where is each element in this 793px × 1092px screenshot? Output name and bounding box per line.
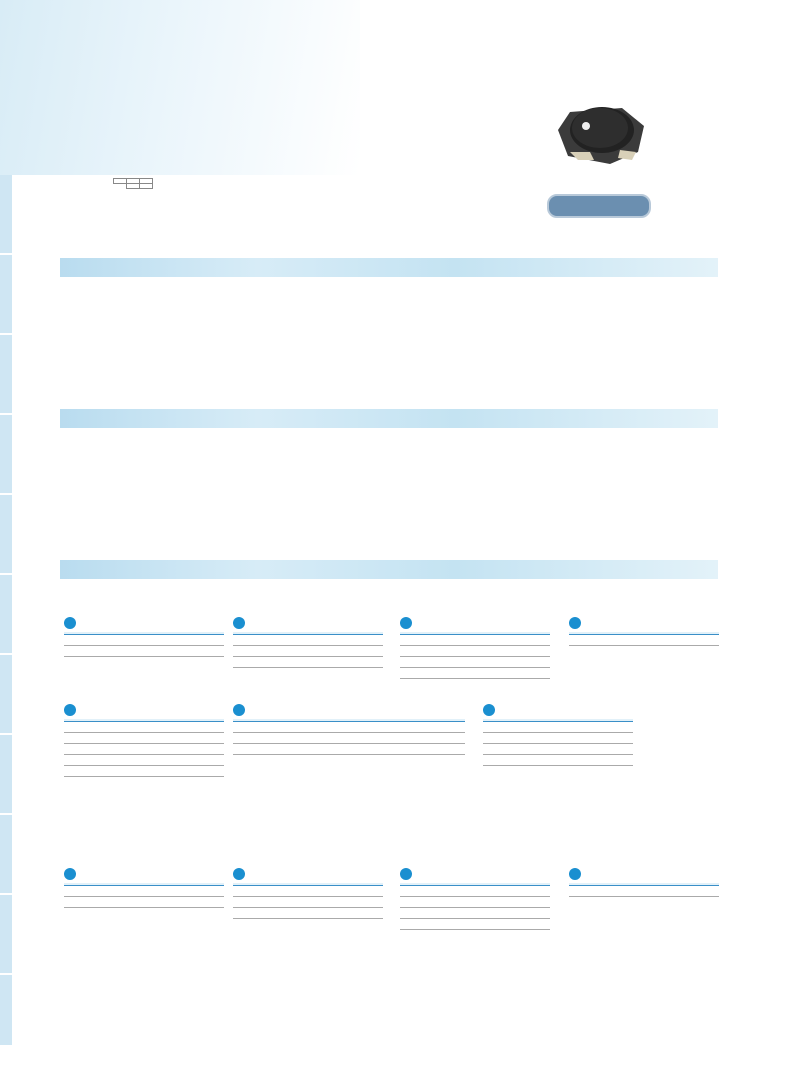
code-block-7 (569, 868, 719, 899)
table-cell (446, 668, 550, 679)
ordering-bar (60, 560, 718, 579)
table-row (64, 635, 224, 646)
table-row (64, 886, 224, 897)
table-row (64, 897, 224, 908)
table-cell (233, 657, 279, 668)
code-block-6 (483, 704, 633, 766)
table-row (400, 919, 550, 930)
block-table (400, 635, 550, 679)
table-cell (569, 886, 625, 897)
side-strip (0, 175, 12, 1045)
table-cell (233, 908, 279, 919)
table-cell (64, 755, 110, 766)
table-cell (388, 744, 427, 755)
table-cell (233, 635, 279, 646)
table-cell (446, 657, 550, 668)
optemp-empty (114, 184, 127, 189)
table-cell (483, 755, 529, 766)
table-row (400, 657, 550, 668)
table-cell (110, 744, 224, 755)
code-block-2 (64, 704, 224, 777)
table-cell (529, 722, 633, 733)
table-row (400, 908, 550, 919)
table-cell (310, 733, 349, 744)
table-cell (483, 733, 529, 744)
block-number (569, 617, 581, 629)
table-cell (569, 635, 625, 646)
table-row (400, 886, 550, 897)
block-table (233, 635, 383, 668)
table-row (233, 908, 383, 919)
table-row (569, 886, 719, 897)
table-row (400, 646, 550, 657)
table-row (233, 897, 383, 908)
table-cell (64, 733, 110, 744)
table-row (64, 646, 224, 657)
block-table (233, 886, 383, 919)
table-row (483, 733, 633, 744)
table-row (233, 657, 383, 668)
table-header (426, 722, 465, 733)
code-block-3 (233, 617, 383, 670)
optemp-range-2 (140, 184, 153, 189)
table-cell (446, 886, 550, 897)
table-cell (279, 635, 383, 646)
code-block-5 (400, 617, 550, 681)
block-number (64, 617, 76, 629)
table-cell (310, 744, 349, 755)
table-row (569, 635, 719, 646)
table-cell (64, 897, 110, 908)
table-header (233, 722, 272, 733)
table-cell (110, 646, 224, 657)
table-cell (233, 886, 279, 897)
block-table (483, 722, 633, 766)
optemp-note-2 (153, 184, 166, 189)
block-number (64, 868, 76, 880)
table-cell (529, 755, 633, 766)
table-cell (400, 897, 446, 908)
table-cell (64, 646, 110, 657)
table-cell (233, 646, 279, 657)
table-cell (446, 635, 550, 646)
operating-temp-table (113, 178, 165, 189)
block-number (400, 617, 412, 629)
table-row (483, 744, 633, 755)
block-number (233, 704, 245, 716)
table-row (64, 755, 224, 766)
table-cell (64, 766, 110, 777)
table-cell (233, 733, 272, 744)
table-cell (110, 733, 224, 744)
table-cell (446, 919, 550, 930)
table-row (233, 886, 383, 897)
table-cell (400, 657, 446, 668)
table-cell (400, 668, 446, 679)
table-row (64, 722, 224, 733)
table-cell (483, 722, 529, 733)
block-number (64, 704, 76, 716)
table-row (233, 733, 465, 744)
table-cell (400, 919, 446, 930)
table-cell (110, 897, 224, 908)
table-cell (110, 722, 224, 733)
optemp-types-2 (127, 184, 140, 189)
block-number (569, 868, 581, 880)
table-header (272, 722, 311, 733)
table-row (233, 635, 383, 646)
header-background (0, 0, 360, 175)
table-cell (400, 908, 446, 919)
table-cell (483, 744, 529, 755)
table-cell (110, 886, 224, 897)
table-cell (446, 908, 550, 919)
table-cell (426, 733, 465, 744)
table-cell (349, 733, 388, 744)
table-row (64, 744, 224, 755)
features-bar (60, 258, 718, 277)
table-cell (279, 908, 383, 919)
table-header (349, 722, 388, 733)
table-cell (349, 744, 388, 755)
table-row (64, 766, 224, 777)
table-cell (110, 755, 224, 766)
table-row (400, 897, 550, 908)
table-cell (279, 646, 383, 657)
block-table (64, 886, 224, 908)
table-row (233, 744, 465, 755)
block-number (483, 704, 495, 716)
table-cell (388, 733, 427, 744)
table-cell (446, 646, 550, 657)
code-block-1 (64, 617, 224, 659)
block-table (64, 722, 224, 777)
code-block-3 (233, 868, 383, 921)
table-cell (400, 635, 446, 646)
table-cell (110, 635, 224, 646)
table-cell (529, 744, 633, 755)
code-block-7 (569, 617, 719, 648)
block-number (400, 868, 412, 880)
table-cell (110, 766, 224, 777)
block-number (233, 617, 245, 629)
table-cell (529, 733, 633, 744)
block-table (569, 635, 719, 646)
block-table (64, 635, 224, 657)
table-cell (400, 646, 446, 657)
code-block-4 (233, 704, 465, 755)
table-cell (279, 657, 383, 668)
code-block-1 (64, 868, 224, 910)
table-row (400, 668, 550, 679)
table-cell (64, 744, 110, 755)
table-row (483, 722, 633, 733)
table-cell (279, 886, 383, 897)
applications-bar (60, 409, 718, 428)
table-header (388, 722, 427, 733)
table-cell (64, 886, 110, 897)
table-cell (426, 744, 465, 755)
table-row (400, 635, 550, 646)
table-cell (279, 897, 383, 908)
table-cell (446, 897, 550, 908)
code-block-5 (400, 868, 550, 932)
reflow-badge (547, 194, 651, 218)
table-cell (233, 744, 272, 755)
table-row (483, 755, 633, 766)
table-cell (272, 733, 311, 744)
block-table (569, 886, 719, 897)
table-header (310, 722, 349, 733)
block-number (233, 868, 245, 880)
product-photo (550, 90, 650, 170)
table-cell (625, 886, 719, 897)
table-cell (233, 897, 279, 908)
block-table (233, 722, 465, 755)
block-table (400, 886, 550, 930)
table-row (233, 646, 383, 657)
table-row (64, 733, 224, 744)
table-cell (400, 886, 446, 897)
table-cell (625, 635, 719, 646)
table-cell (64, 635, 110, 646)
table-cell (64, 722, 110, 733)
table-cell (272, 744, 311, 755)
